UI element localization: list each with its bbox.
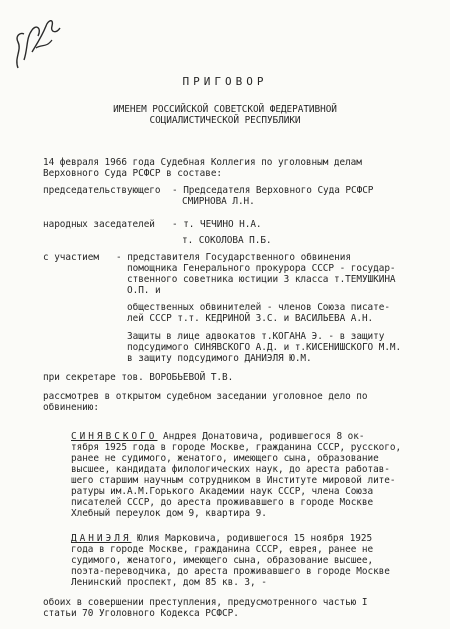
chair-label: председательствующего xyxy=(43,185,161,196)
defense-line-3: в защиту подсудимого ДАНИЭЛЯ Ю.М. xyxy=(127,353,312,364)
handwritten-note xyxy=(6,8,64,78)
sinyavsky-line-3: ранее не судимого, женатого, имеющего сына, образование xyxy=(71,453,379,464)
sinyavsky-line-8: Хлебный переулок дом 9, квартира 9. xyxy=(71,508,267,519)
daniel-name: ДАНИЭЛЯ xyxy=(71,533,132,544)
assessor-2: т. СОКОЛОВА П.Б. xyxy=(182,235,272,246)
header-line-1: ИМЕНЕМ РОССИЙСКОЙ СОВЕТСКОЙ ФЕДЕРАТИВНОЙ xyxy=(113,104,337,115)
public-accusers-line-2: лей СССР т.т. КЕДРИНОЙ З.С. и ВАСИЛЬЕВА А.Н. xyxy=(127,313,374,324)
sinyavsky-line-7: писателей СССР, до ареста проживавшего в городе Москве xyxy=(71,497,374,508)
considered-line-1: рассмотрев в открытом судебном заседании уголовное дело по xyxy=(43,391,368,402)
chair-line-2: СМИРНОВА Л.Н. xyxy=(182,196,255,207)
charge-line-1: обоих в совершении преступления, предусмотренного частью I xyxy=(43,597,368,608)
prosecutor-line-1: - представителя Государственного обвинения xyxy=(116,252,351,263)
participation-label: с участием xyxy=(43,252,99,263)
secretary-line: при секретаре тов. ВОРОБЬЕВОЙ Т.В. xyxy=(43,372,234,383)
daniel-line-2: года в городе Москве, гражданина СССР, еврея, ранее не xyxy=(71,544,374,555)
assessor-1: - т. ЧЕЧИНО Н.А. xyxy=(172,219,262,230)
sinyavsky-line-4: высшее, кандидата филологических наук, до ареста работав- xyxy=(71,464,390,475)
charge-line-2: статьи 70 Уголовного Кодекса РСФСР. xyxy=(43,608,239,619)
defense-line-1: Защиты в лице адвокатов т.КОГАНА Э. - в защиту xyxy=(127,331,385,342)
daniel-line-5: Ленинский проспект, дом 85 кв. 3, - xyxy=(71,577,267,588)
document-title: ПРИГОВОР xyxy=(182,75,268,88)
daniel-first-line xyxy=(71,533,372,544)
defense-line-2: подсудимого СИНЯВСКОГО А.Д. и т.КИСЕНИШСКОГО М.М. xyxy=(127,342,402,353)
considered-line-2: обвинению: xyxy=(43,402,99,413)
sinyavsky-line-2: тября 1925 года в городе Москве, гражданина СССР, русского, xyxy=(71,442,402,453)
sinyavsky-line-1: Андрея Донатовича, родившегося 8 ок- xyxy=(157,431,365,442)
sinyavsky-first-line xyxy=(71,431,364,442)
daniel-line-1: Юлия Марковича, родившегося 15 ноября 1925 xyxy=(131,533,373,544)
daniel-line-4: поэта-переводчика, до ареста проживавшего в городе Москве xyxy=(71,566,390,577)
assessors-label: народных заседателей xyxy=(43,219,155,230)
header-line-2: СОЦИАЛИСТИЧЕСКОЙ РЕСПУБЛИКИ xyxy=(149,115,301,126)
public-accusers-line-1: общественных обвинителей - членов Союза писате- xyxy=(127,302,390,313)
intro-line-2: Верховного Суда РСФСР в составе: xyxy=(43,168,223,179)
prosecutor-line-3: ственного советника юстиции 3 класса т.ТЕМУШКИНА xyxy=(127,274,396,285)
intro-line-1: 14 февраля 1966 года Судебная Коллегия по уголовным делам xyxy=(43,157,362,168)
prosecutor-line-2: помощника Генерального прокурора СССР - государ- xyxy=(127,263,396,274)
sinyavsky-line-5: шего старшим научным сотрудником в Институте мировой лите- xyxy=(71,475,396,486)
sinyavsky-line-6: ратуры им.А.М.Горького Академии наук СССР, члена Союза xyxy=(71,486,374,497)
daniel-line-3: судимого, женатого, имеющего сына, образование высшее, xyxy=(71,555,374,566)
sinyavsky-name: СИНЯВСКОГО xyxy=(71,431,158,442)
chair-line-1: - Председателя Верховного Суда РСФСР xyxy=(172,185,374,196)
prosecutor-line-4: О.П. и xyxy=(127,285,161,296)
